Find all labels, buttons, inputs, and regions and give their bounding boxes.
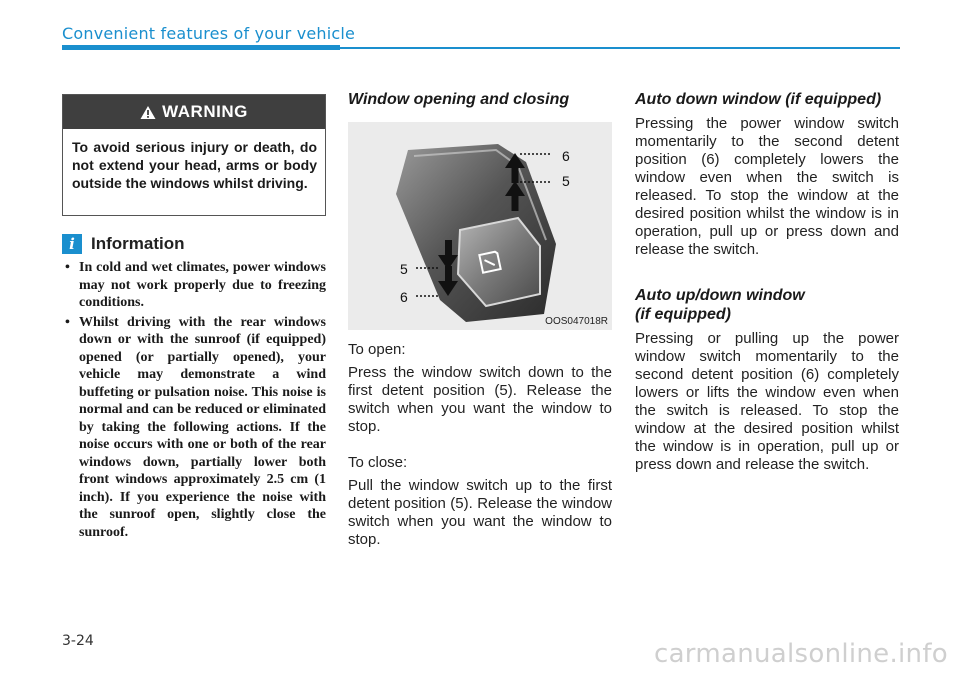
- page-number: 3-24: [62, 633, 94, 649]
- section-title: Convenient features of your vehicle: [62, 24, 356, 43]
- warning-text: To avoid serious injury or death, do not extend your head, arms or body outside the windows whilst driving.: [72, 139, 317, 191]
- info-icon: i: [62, 234, 82, 254]
- window-opening-heading: Window opening and closing: [348, 91, 570, 108]
- window-switch-figure: [348, 122, 612, 330]
- figure-code: OOS047018R: [545, 316, 608, 327]
- auto-updown-heading: [635, 286, 899, 324]
- auto-down-heading: Auto down window (if equipped): [635, 91, 882, 108]
- warning-title: WARNING: [162, 102, 248, 121]
- header-rule-thick: [62, 45, 340, 50]
- label-6-down: 6: [400, 289, 408, 305]
- auto-updown-text: Pressing or pulling up the power window switch momentarily to the second detent position (6) completely lowers or lifts the window even when the switch is released. To stop the window at the desired position whilst the window is in operation, pull up or press down and release the switch.: [635, 330, 899, 473]
- warning-triangle-icon: [140, 105, 156, 120]
- auto-updown-heading-line1: Auto up/down window: [635, 287, 805, 304]
- window-opening-section: [348, 90, 612, 549]
- label-6-up: 6: [562, 148, 570, 164]
- watermark: carmanualsonline.info: [653, 639, 948, 669]
- information-list: [62, 259, 326, 543]
- label-5-up: 5: [562, 173, 570, 189]
- information-header: [62, 234, 185, 254]
- header-rule-thin: [340, 47, 900, 49]
- auto-down-text: Pressing the power window switch momentarily to the second detent position (6) completely lowers the window even when the switch is released. To stop the window at the desired position whilst the window is in operation, pull up or press down and release the switch.: [635, 115, 899, 258]
- warning-header: [63, 95, 325, 129]
- auto-window-section: [635, 90, 899, 474]
- auto-updown-heading-line2: (if equipped): [635, 306, 731, 323]
- close-text: Pull the window switch up to the first detent position (5). Release the window switch when you want the window to stop.: [348, 477, 612, 548]
- open-text: Press the window switch down to the first detent position (5). Release the switch when you want the window to stop.: [348, 364, 612, 435]
- information-item: • In cold and wet climates, power windows may not work properly due to freezing conditions.: [62, 259, 326, 312]
- warning-box: [62, 94, 326, 216]
- open-label: To open:: [348, 341, 406, 358]
- close-label: To close:: [348, 454, 408, 471]
- window-switch-illustration: [348, 122, 612, 330]
- label-5-down: 5: [400, 261, 408, 277]
- information-title: Information: [91, 234, 185, 253]
- information-item: • Whilst driving with the rear windows down or with the sunroof (if equipped) opened (or partially opened), your vehicle may demonstrate a wind buffeting or pulsation noise. This noise is normal and can be reduced or eliminated by taking the following actions. If the noise occurs with one or both of the rear windows down, partially lower both front windows approximately 2.5 cm (1 inch). If you experience the noise with the sunroof open, slightly close the sunroof.: [62, 314, 326, 542]
